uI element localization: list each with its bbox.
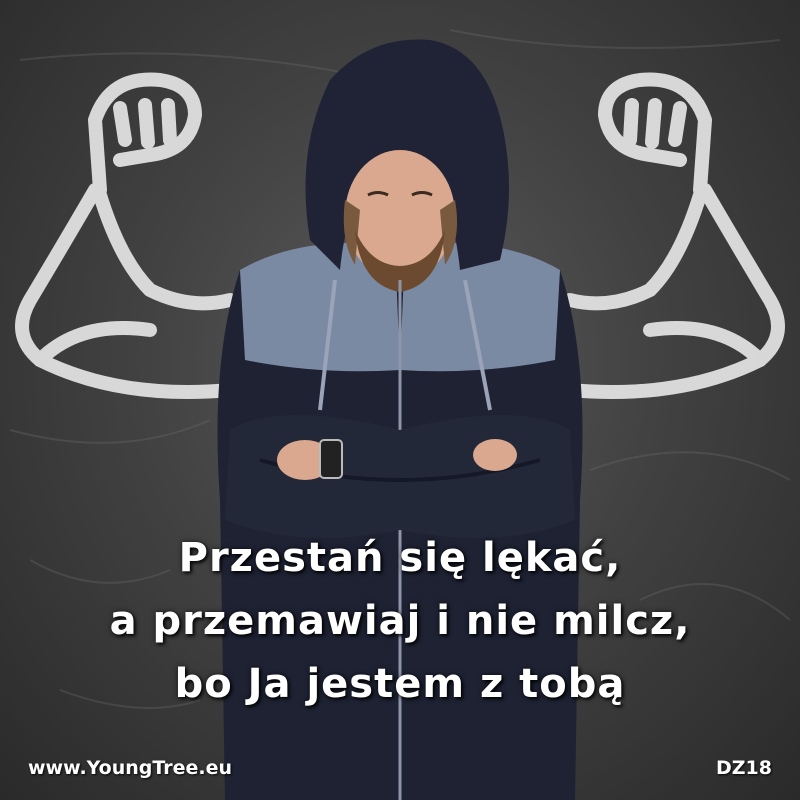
website-label: www.YoungTree.eu [28, 757, 233, 779]
quote-line-1: Przestań się lękać, [178, 535, 622, 581]
code-label: DZ18 [716, 757, 772, 779]
wristwatch [320, 440, 342, 478]
hand-right [473, 439, 517, 471]
crossed-arms [225, 415, 575, 538]
quote-line-3: bo Ja jestem z tobą [174, 661, 626, 707]
quote-line-2: a przemawiaj i nie milcz, [109, 598, 691, 644]
face [345, 150, 455, 280]
